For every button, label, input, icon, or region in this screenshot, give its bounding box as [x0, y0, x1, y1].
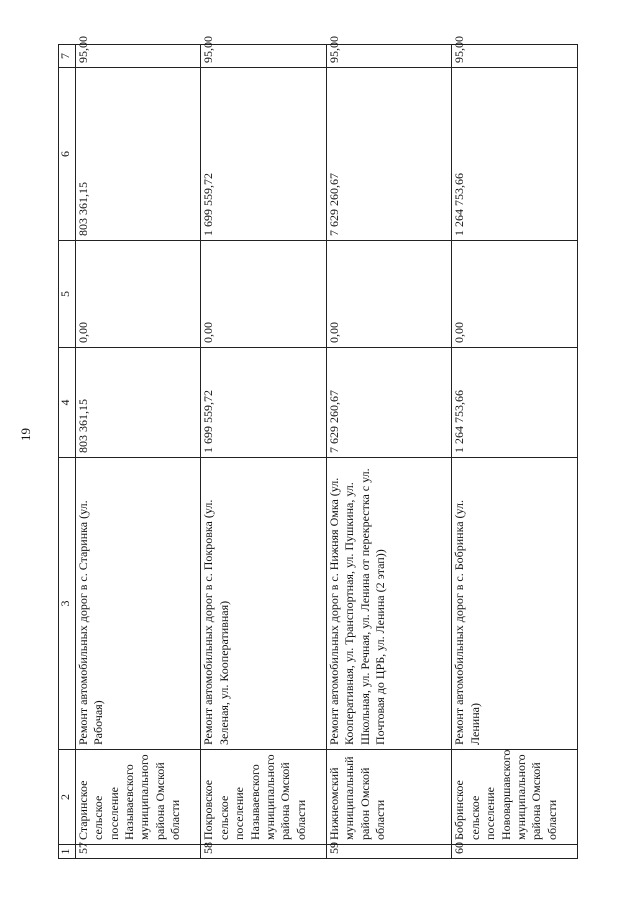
object-cell: Ремонт автомобильных дорог в с. Старинка (ул. Рабочая) — [75, 458, 201, 750]
table-row — [326, 45, 452, 859]
table-row — [452, 45, 578, 859]
municipality-cell: Бобринское сельское поселение Нововаршавского муниципального района Омской области — [452, 750, 578, 845]
percent-cell: 95,00 — [75, 45, 201, 68]
column-header: 1 — [59, 845, 76, 859]
table-row — [201, 45, 327, 859]
percent-cell: 95,00 — [326, 45, 452, 68]
municipality-cell: Нижнеомский муниципальный район Омской области — [326, 750, 452, 845]
object-cell: Ремонт автомобильных дорог в с. Бобринка (ул. Ленина) — [452, 458, 578, 750]
amount-cell: 0,00 — [75, 241, 201, 348]
amount-cell: 803 361,15 — [75, 68, 201, 241]
page-number: 19 — [18, 428, 33, 441]
column-header: 7 — [59, 45, 76, 68]
amount-cell: 0,00 — [201, 241, 327, 348]
funding-table — [58, 36, 578, 859]
municipality-cell: Старинское сельское поселение Называевского муниципального района Омской области — [75, 750, 201, 845]
column-header: 2 — [59, 750, 76, 845]
row-number: 58 — [201, 845, 327, 859]
percent-cell: 95,00 — [201, 45, 327, 68]
amount-cell: 0,00 — [452, 241, 578, 348]
header-row — [59, 45, 76, 859]
amount-cell: 0,00 — [326, 241, 452, 348]
percent-cell: 95,00 — [452, 45, 578, 68]
amount-cell: 1 699 559,72 — [201, 348, 327, 458]
amount-cell: 7 629 260,67 — [326, 348, 452, 458]
municipality-cell: Покровское сельское поселение Называевского муниципального района Омской области — [201, 750, 327, 845]
amount-cell: 1 264 753,66 — [452, 348, 578, 458]
object-cell: Ремонт автомобильных дорог в с. Нижняя Омка (ул. Кооперативная, ул. Транспортная, ул. Пушкина, ул. Школьная, ул. Речная, ул. Ленина от перекрестка с ул. Почтовая до ЦРБ, ул. Ленина (2 этап)) — [326, 458, 452, 750]
amount-cell: 7 629 260,67 — [326, 68, 452, 241]
row-number: 57 — [75, 845, 201, 859]
table-row — [75, 45, 201, 859]
row-number: 59 — [326, 845, 452, 859]
column-header: 6 — [59, 68, 76, 241]
row-number: 60 — [452, 845, 578, 859]
object-cell: Ремонт автомобильных дорог в с. Покровка (ул. Зеленая, ул. Кооперативная) — [201, 458, 327, 750]
column-header: 5 — [59, 241, 76, 348]
amount-cell: 1 264 753,66 — [452, 68, 578, 241]
table-container — [58, 36, 578, 859]
amount-cell: 1 699 559,72 — [201, 68, 327, 241]
column-header: 3 — [59, 458, 76, 750]
column-header: 4 — [59, 348, 76, 458]
amount-cell: 803 361,15 — [75, 348, 201, 458]
